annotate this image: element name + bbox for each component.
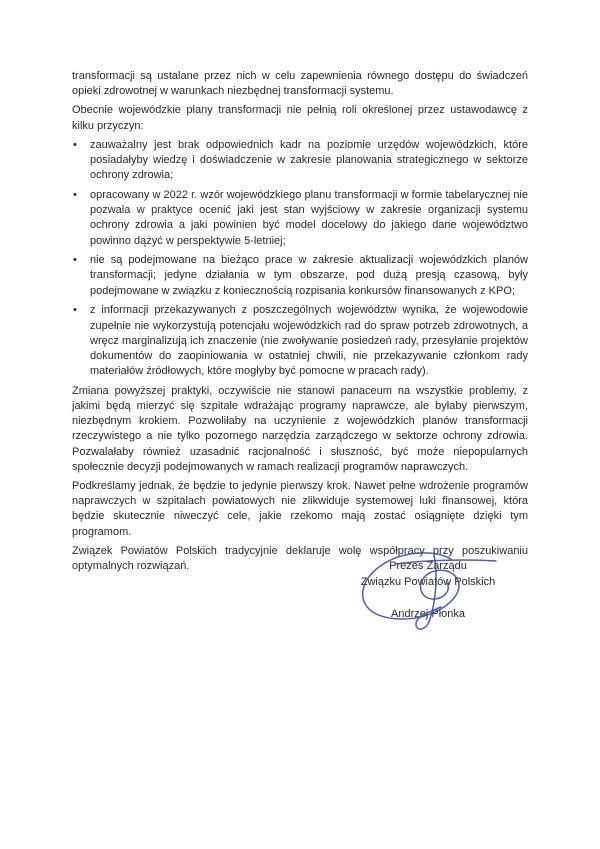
bullet-item xyxy=(72,303,528,379)
paragraph-continuation: transformacji są ustalane przez nich w celu zapewnienia równego dostępu do świadczeń opieki zdrowotnej w warunkach niezbędnej transformacji systemu. xyxy=(72,70,528,98)
bullet-marker-icon: • xyxy=(73,138,77,151)
signatory-title-line: Związku Powiatów Polskich xyxy=(360,575,496,588)
bullet-text: opracowany w 2022 r. wzór wojewódzkiego planu transformacji w formie tabelarycznej nie pozwala w praktyce ocenić jaki jest stan wyjściowy w zakresie organizacji systemu ochrony zdrowia a jaki powinien być model docelowy do jakiego dane województwo powinno dążyć w perspektywie 5-letniej; xyxy=(90,188,528,247)
signature-block xyxy=(338,559,518,623)
bullet-item xyxy=(72,188,528,249)
bullet-item xyxy=(72,253,528,299)
signatory-name: Andrzej Płonka xyxy=(391,608,465,620)
bullet-list xyxy=(72,138,528,380)
paragraph-intro: Obecnie wojewódzkie plany transformacji nie pełnią roli określonej przez ustawodawcę z kilku przyczyn: xyxy=(72,104,528,132)
bullet-text: nie są podejmowane na bieżąco prace w zakresie aktualizacji wojewódzkich planów transformacji; jedyne działania w tym obszarze, pod dużą presją czasową, były podejmowane w związku z koniecznością rozpisania konkursów finansowanych z KPO; xyxy=(90,254,528,297)
paragraph-change: Zmiana powyższej praktyki, oczywiście nie stanowi panaceum na wszystkie problemy, z jakimi będą mierzyć się szpitale wdrażając programy naprawcze, ale byłaby pierwszym, niezbędnym krokiem. Pozwoliłaby na uczynienie z wojewódzkich planów transformacji rzeczywistego a nie tylko pozornego narzędzia zarządczego w sektorze ochrony zdrowia. Pozwalałaby również uzasadnić racjonalność i słuszność, być może niepopularnych społecznie decyzji podejmowanych w ramach realizacji programów naprawczych. xyxy=(72,384,528,473)
bullet-marker-icon: • xyxy=(73,254,77,267)
bullet-text: z informacji przekazywanych z poszczególnych województw wynika, że wojewodowie zupełnie nie wykorzystują potencjału wojewódzkich rad do spraw potrzeb zdrowotnych, a wręcz marginalizują ich znaczenie (nie zwoływanie posiedzeń rady, przesyłanie projektów dokumentów do zaopiniowania w ostatniej chwili, nie przekazywanie członkom rady materiałów źródłowych, które mogłyby być pomocne w pracach rady). xyxy=(90,304,528,378)
bullet-marker-icon: • xyxy=(73,304,77,317)
paragraph-closing: Związek Powiatów Polskich tradycyjnie deklaruje wolę współpracy przy poszukiwaniu optymalnych rozwiązań. xyxy=(72,544,528,573)
bullet-item xyxy=(72,138,528,184)
bullet-marker-icon: • xyxy=(73,188,77,201)
bullet-text: zauważalny jest brak odpowiednich kadr na poziomie urzędów wojewódzkich, które posiadałyby wiedzę i doświadczenie w zakresie planowania strategicznego w sektorze ochrony zdrowia; xyxy=(90,138,528,182)
letter-body xyxy=(72,69,528,578)
paragraph-emphasis: Podkreślamy jednak, że będzie to jedynie pierwszy krok. Nawet pełne wdrożenie programów naprawczych w szpitalach powiatowych nie zlikwiduje systemowej luki finansowej, która będzie skutecznie niweczyć cele, jakie rzekomo mają zostać osiągnięte dzięki tym programom. xyxy=(72,480,528,538)
signatory-title-line: Prezes Zarządu xyxy=(389,560,467,572)
